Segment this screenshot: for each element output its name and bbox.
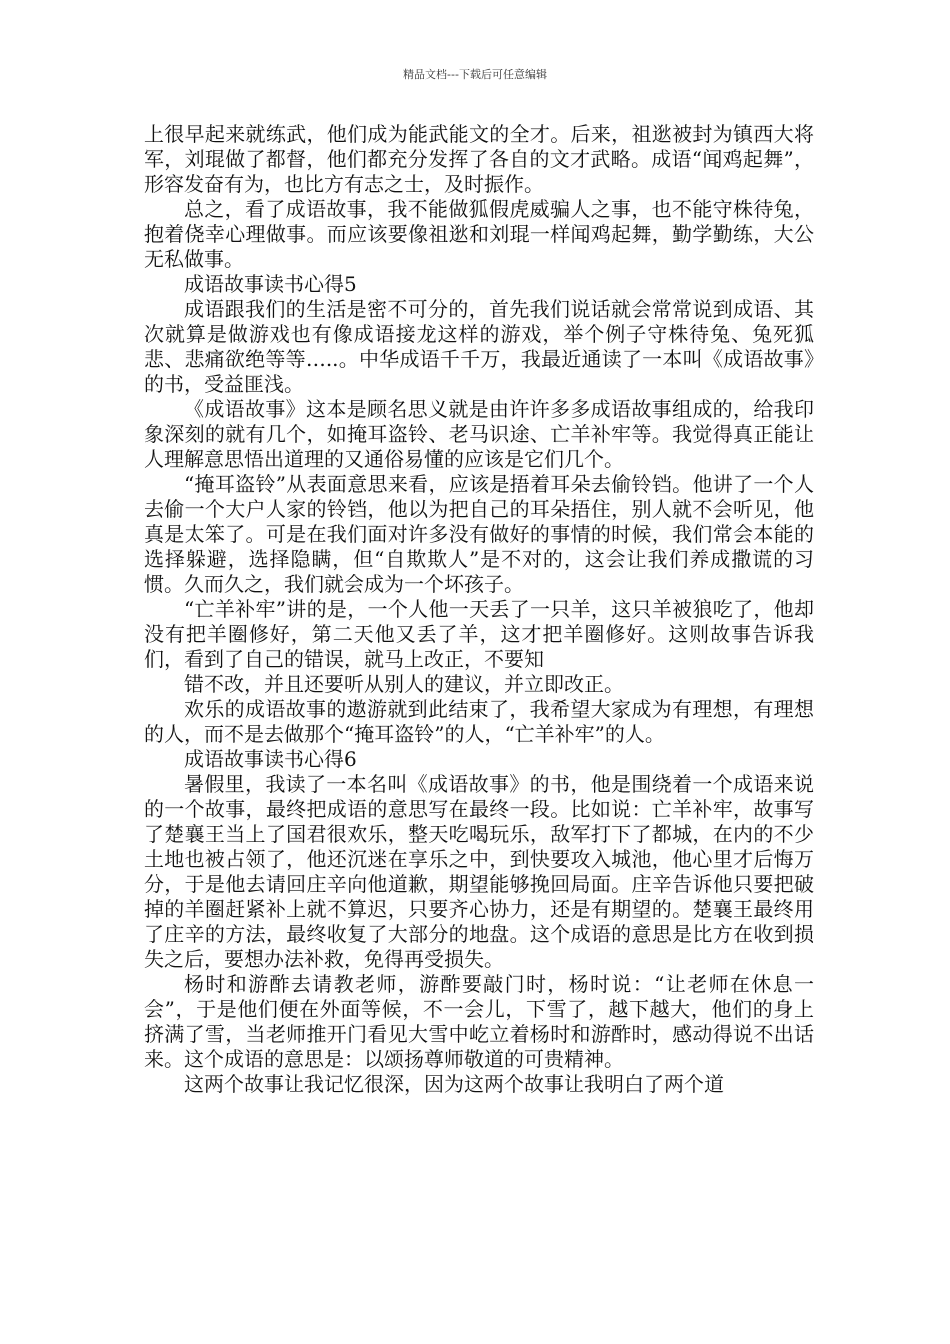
paragraph: 总之，看了成语故事，我不能做狐假虎威骗人之事，也不能守株待兔，抱着侥幸心理做事。而应该要像祖逖和刘琨一样闻鸡起舞，勤学勤练，大公无私做事。 <box>144 197 814 271</box>
page-header: 精品文档---下载后可任意编辑 <box>403 68 547 81</box>
paragraph: “亡羊补牢”讲的是，一个人他一天丢了一只羊，这只羊被狼吃了，他却没有把羊圈修好，第二天他又丢了羊，这才把羊圈修好。这则故事告诉我们，看到了自己的错误，就马上改正，不要知 <box>144 597 814 671</box>
section-heading: 成语故事读书心得6 <box>184 747 357 771</box>
section-heading: 成语故事读书心得5 <box>184 272 357 296</box>
paragraph: “掩耳盗铃”从表面意思来看，应该是捂着耳朵去偷铃铛。他讲了一个人去偷一个大户人家的铃铛，他以为把自己的耳朵捂住，别人就不会听见，他真是太笨了。可是在我们面对许多没有做好的事情的时候，我们常会本能的选择躲避，选择隐瞒，但“自欺欺人”是不对的，这会让我们养成撒谎的习惯。久而久之，我们就会成为一个坏孩子。 <box>144 472 814 596</box>
paragraph: 错不改，并且还要听从别人的建议，并立即改正。 <box>184 672 624 696</box>
paragraph: 成语跟我们的生活是密不可分的，首先我们说话就会常常说到成语、其次就算是做游戏也有像成语接龙这样的游戏，举个例子守株待兔、兔死狐悲、悲痛欲绝等等…..。中华成语千千万，我最近通读了一本叫《成语故事》的书，受益匪浅。 <box>144 297 814 396</box>
paragraph: 《成语故事》这本是顾名思义就是由许许多多成语故事组成的，给我印象深刻的就有几个，如掩耳盗铃、老马识途、亡羊补牢等。我觉得真正能让人理解意思悟出道理的又通俗易懂的应该是它们几个。 <box>144 397 814 471</box>
paragraph: 杨时和游酢去请教老师，游酢要敲门时，杨时说：“让老师在休息一会”，于是他们便在外面等候，不一会儿，下雪了，越下越大，他们的身上挤满了雪，当老师推开门看见大雪中屹立着杨时和游酢时，感动得说不出话来。这个成语的意思是：以颂扬尊师敬道的可贵精神。 <box>144 972 814 1071</box>
paragraph: 暑假里，我读了一本名叫《成语故事》的书，他是围绕着一个成语来说的一个故事，最终把成语的意思写在最终一段。比如说：亡羊补牢，故事写了楚襄王当上了国君很欢乐，整天吃喝玩乐，敌军打下了都城，在内的不少土地也被占领了，他还沉迷在享乐之中，到快要攻入城池，他心里才后悔万分，于是他去请回庄辛向他道歉，期望能够挽回局面。庄辛告诉他只要把破掉的羊圈赶紧补上就不算迟，只要齐心协力，还是有期望的。楚襄王最终用了庄辛的方法，最终收复了大部分的地盘。这个成语的意思是比方在收到损失之后，要想办法补救，免得再受损失。 <box>144 772 814 971</box>
document-body <box>144 122 814 1097</box>
paragraph: 这两个故事让我记忆很深，因为这两个故事让我明白了两个道 <box>184 1072 724 1096</box>
paragraph: 上很早起来就练武，他们成为能武能文的全才。后来，祖逖被封为镇西大将军，刘琨做了都督，他们都充分发挥了各自的文才武略。成语“闻鸡起舞”，形容发奋有为，也比方有志之士，及时振作。 <box>144 122 814 196</box>
paragraph: 欢乐的成语故事的遨游就到此结束了，我希望大家成为有理想，有理想的人，而不是去做那个“掩耳盗铃”的人，“亡羊补牢”的人。 <box>144 697 814 746</box>
